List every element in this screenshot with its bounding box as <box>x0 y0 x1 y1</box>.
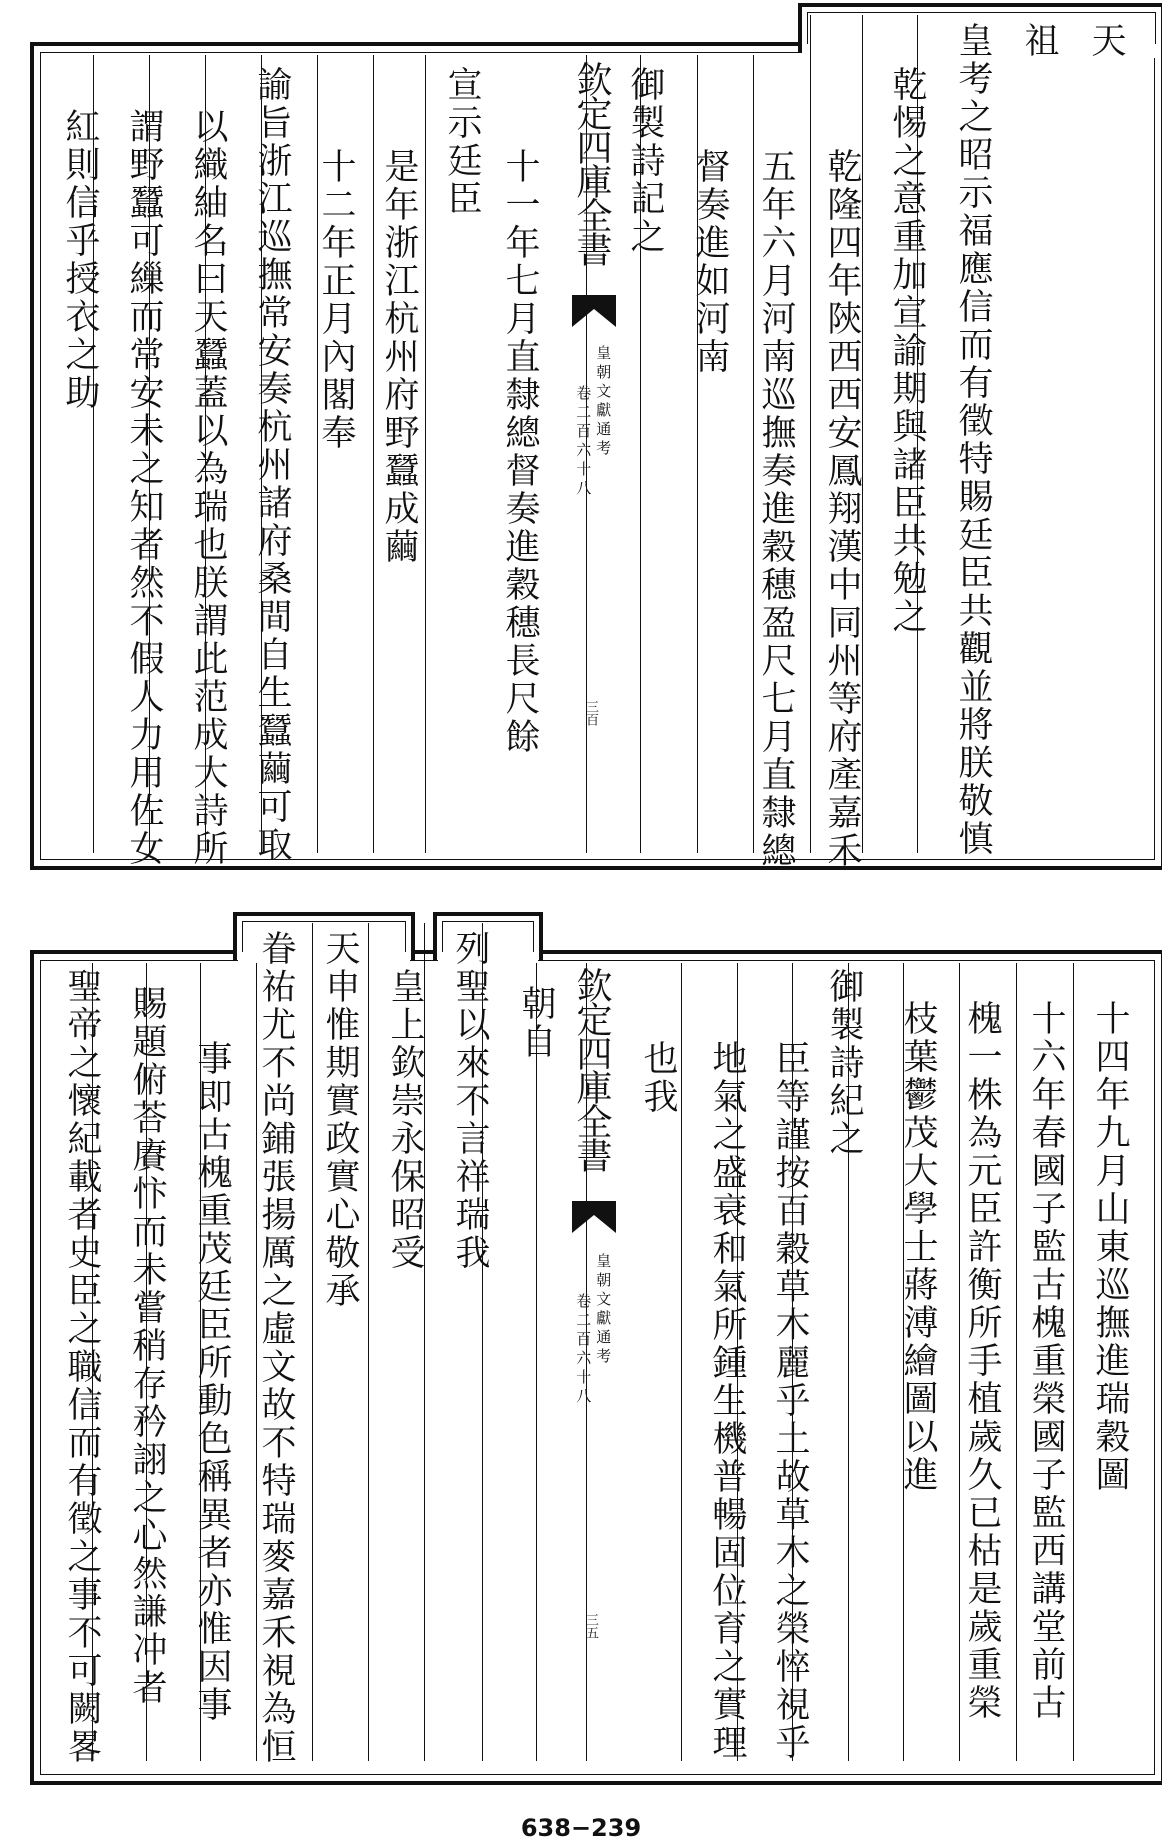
text-column: 天 <box>1086 22 1126 60</box>
text-column: 十一年七月直隸總督奏進穀穗長尺餘 <box>500 148 540 756</box>
text-column: 五年六月河南巡撫奏進穀穗盈尺七月直隸總 <box>756 148 796 870</box>
column-rule <box>1016 963 1017 1761</box>
column-rule <box>368 923 369 1761</box>
column-rule <box>959 963 960 1761</box>
text-column: 御製詩記之 <box>625 66 665 256</box>
column-rule <box>681 963 682 1761</box>
reference-volume: 卷二百六十八 <box>574 1293 593 1407</box>
text-column: 御製詩紀之 <box>824 968 864 1158</box>
column-rule <box>862 15 863 853</box>
text-column: 督奏進如河南 <box>690 148 730 376</box>
column-rule <box>810 15 811 853</box>
text-column: 宣示廷臣 <box>442 66 482 218</box>
text-column: 十四年九月山東巡撫進瑞穀圖 <box>1090 1000 1130 1494</box>
text-column: 枝葉鬱茂大學士蔣溥繪圖以進 <box>898 1000 938 1494</box>
text-column: 槐一株為元臣許衡所手植歲久已枯是歲重榮 <box>962 1000 1002 1722</box>
fish-tail-mark-icon <box>572 295 616 327</box>
text-column: 乾惕之意重加宣諭期與諸臣共勉之 <box>887 66 927 636</box>
text-column: 紅則信乎授衣之助 <box>60 108 100 412</box>
folio-number: 三五 <box>583 1613 598 1639</box>
text-column: 臣等謹按百穀草木麗乎土故草木之榮悴視乎 <box>770 1040 810 1762</box>
text-column: 眷祐尤不尚鋪張揚厲之虛文故不特瑞麥嘉禾視為恒 <box>256 930 296 1766</box>
text-column: 事即古槐重茂廷臣所動色稱異者亦惟因事 <box>192 1040 232 1724</box>
reference-title: 皇朝文獻通考 <box>594 345 613 459</box>
text-column: 賜題俯荅賡忭而未嘗稍存矜詡之心然謙冲者 <box>127 985 167 1707</box>
text-column: 也我 <box>638 1040 678 1116</box>
bottom-center-margin <box>566 963 622 1763</box>
text-column: 朝自 <box>516 985 556 1061</box>
column-rule <box>753 55 754 853</box>
column-rule <box>373 55 374 853</box>
reference-title: 皇朝文獻通考 <box>594 1253 613 1367</box>
fish-tail-mark-icon <box>572 1201 616 1233</box>
text-column: 謂野蠶可繅而常安未之知者然不假人力用佐女 <box>124 108 164 868</box>
text-column: 地氣之盛衰和氣所鍾生機普暢固位育之實理 <box>707 1040 747 1762</box>
text-column: 十六年春國子監古槐重榮國子監西講堂前古 <box>1026 1000 1066 1722</box>
text-column: 皇考之昭示福應信而有徵特賜廷臣共觀並將朕敬慎 <box>953 22 993 858</box>
column-rule <box>1073 963 1074 1761</box>
text-column: 是年浙江杭州府野蠶成繭 <box>379 148 419 566</box>
page-number: 638−239 <box>520 1814 642 1842</box>
text-column: 祖 <box>1019 22 1059 60</box>
text-column: 聖帝之懷紀載者史臣之職信而有徵之事不可闕畧 <box>62 968 102 1766</box>
text-column: 天申惟期實政實心敬承 <box>320 930 360 1310</box>
text-column: 以織紬名曰天蠶蓋以為瑞也朕謂此范成大詩所 <box>188 108 228 868</box>
column-rule <box>536 963 537 1761</box>
text-column: 列聖以來不言祥瑞我 <box>450 930 490 1272</box>
folio-number: 三百 <box>583 700 598 726</box>
text-column: 皇上欽崇永保昭受 <box>385 968 425 1272</box>
column-rule <box>312 923 313 1761</box>
text-column: 十二年正月內閣奉 <box>316 148 356 452</box>
top-center-margin <box>566 55 622 855</box>
book-title: 欽定四庫全書 <box>571 967 612 1171</box>
reference-volume: 卷二百六十八 <box>574 385 593 499</box>
book-title: 欽定四庫全書 <box>571 61 612 265</box>
text-column: 諭旨浙江巡撫常安奏杭州諸府桑間自生蠶繭可取 <box>252 66 292 864</box>
text-column: 乾隆四年陝西西安鳳翔漢中同州等府產嘉禾 <box>822 148 862 870</box>
column-rule <box>425 55 426 853</box>
